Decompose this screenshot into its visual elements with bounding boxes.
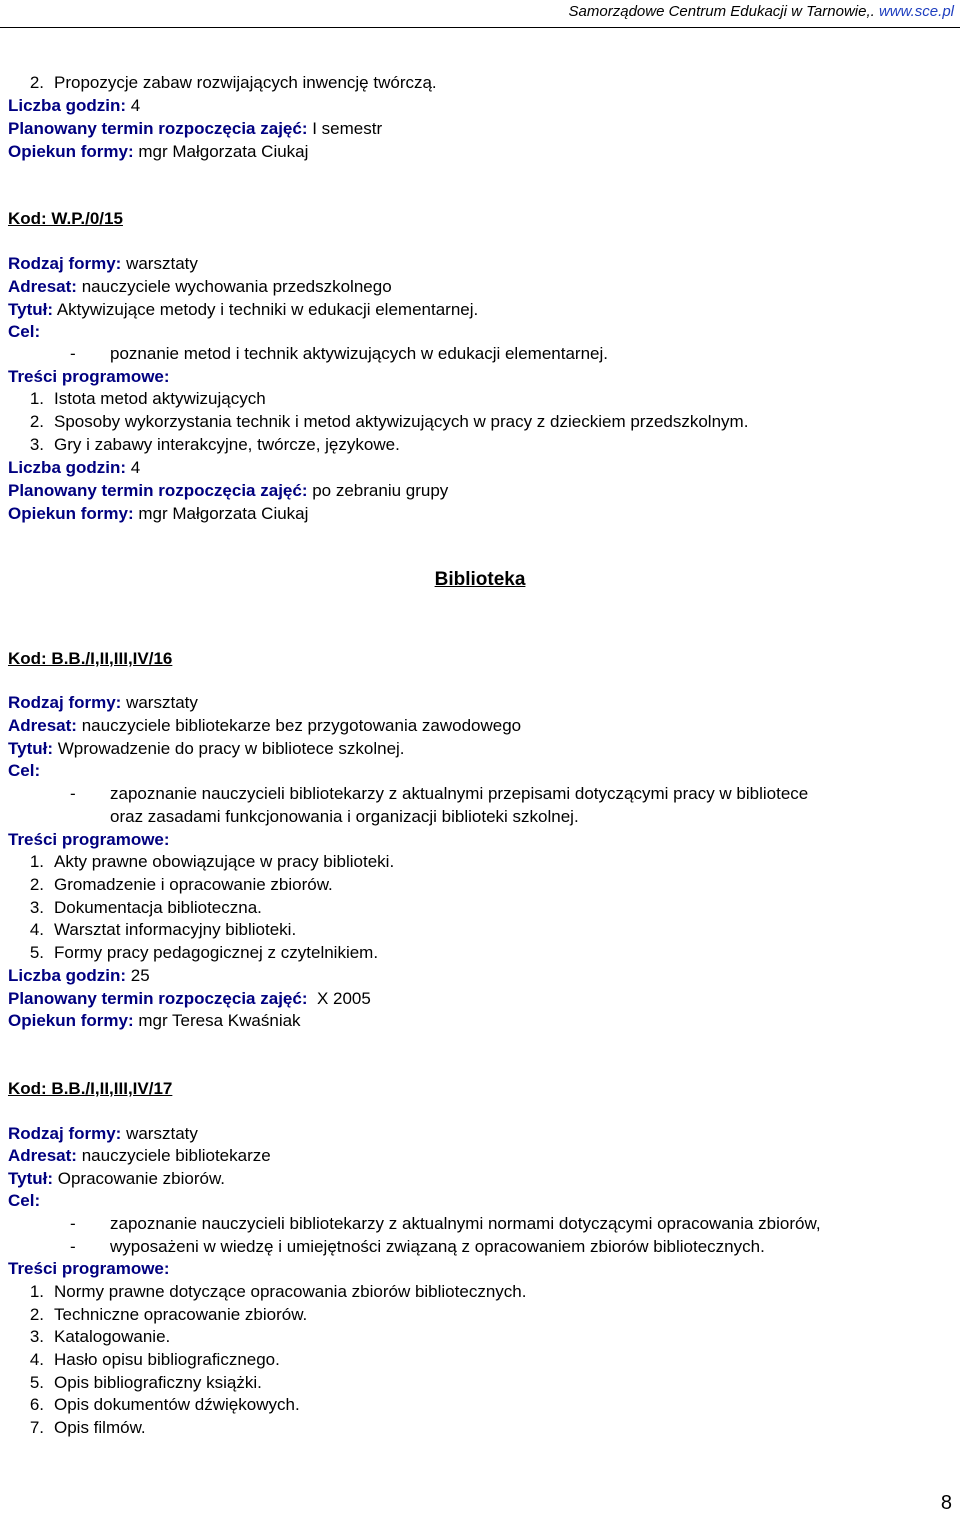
- title-row: Tytuł: Wprowadzenie do pracy w bibliotece szkolnej.: [8, 739, 405, 758]
- goal-label: Cel:: [8, 761, 41, 780]
- goal-item-continued: oraz zasadami funkcjonowania i organizacji biblioteki szkolnej.: [110, 807, 579, 826]
- goal-item: - poznanie metod i technik aktywizujących w edukacji elementarnej.: [70, 344, 608, 363]
- list-item: 1. Normy prawne dotyczące opracowania zbiorów bibliotecznych.: [29, 1282, 527, 1301]
- tutor-row: Opiekun formy: mgr Małgorzata Ciukaj: [8, 504, 309, 523]
- list-item: 2. Propozycje zabaw rozwijających inwencję twórczą.: [29, 73, 437, 92]
- title-row: Tytuł: Aktywizujące metody i techniki w edukacji elementarnej.: [8, 300, 479, 319]
- hours-row: Liczba godzin: 4: [8, 96, 141, 115]
- list-item: 7. Opis filmów.: [29, 1418, 146, 1437]
- addressee-row: Adresat: nauczyciele bibliotekarze bez przygotowania zawodowego: [8, 716, 522, 735]
- list-item: 2. Sposoby wykorzystania technik i metod aktywizujących w pracy z dzieckiem przedszkolnym.: [29, 412, 749, 431]
- list-item: 2. Gromadzenie i opracowanie zbiorów.: [29, 875, 333, 894]
- header-org: Samorządowe Centrum Edukacji w Tarnowie,.: [568, 3, 875, 20]
- addressee-row: Adresat: nauczyciele wychowania przedszkolnego: [8, 277, 392, 296]
- list-item: 2. Techniczne opracowanie zbiorów.: [29, 1305, 308, 1324]
- header-rule: [0, 27, 960, 28]
- list-item: 3. Dokumentacja biblioteczna.: [29, 898, 262, 917]
- goal-label: Cel:: [8, 322, 41, 341]
- form-row: Rodzaj formy: warsztaty: [8, 693, 198, 712]
- goal-item: - zapoznanie nauczycieli bibliotekarzy z aktualnymi przepisami dotyczącymi pracy w bibliotece: [70, 784, 809, 803]
- content-label: Treści programowe:: [8, 1259, 170, 1278]
- start-row: Planowany termin rozpoczęcia zajęć: X 2005: [8, 989, 371, 1008]
- course-code: Kod: B.B./I,II,III,IV/16: [8, 649, 173, 668]
- content-label: Treści programowe:: [8, 830, 170, 849]
- addressee-row: Adresat: nauczyciele bibliotekarze: [8, 1146, 271, 1165]
- goal-label: Cel:: [8, 1191, 41, 1210]
- course-code: Kod: W.P./0/15: [8, 209, 123, 228]
- tutor-row: Opiekun formy: mgr Małgorzata Ciukaj: [8, 142, 309, 161]
- list-item: 5. Opis bibliograficzny książki.: [29, 1373, 262, 1392]
- tutor-row: Opiekun formy: mgr Teresa Kwaśniak: [8, 1011, 301, 1030]
- title-row: Tytuł: Opracowanie zbiorów.: [8, 1169, 226, 1188]
- page-number: 8: [940, 1492, 952, 1514]
- section-title: Biblioteka: [434, 569, 526, 590]
- list-item: 4. Warsztat informacyjny biblioteki.: [29, 920, 297, 939]
- list-item: 5. Formy pracy pedagogicznej z czytelnikiem.: [29, 943, 379, 962]
- header-url[interactable]: www.sce.pl: [878, 3, 954, 20]
- goal-item: - zapoznanie nauczycieli bibliotekarzy z aktualnymi normami dotyczącymi opracowania zbiorów,: [70, 1214, 821, 1233]
- hours-row: Liczba godzin: 25: [8, 966, 150, 985]
- page-header: [569, 3, 954, 20]
- form-row: Rodzaj formy: warsztaty: [8, 1124, 198, 1143]
- hours-row: Liczba godzin: 4: [8, 458, 141, 477]
- start-row: Planowany termin rozpoczęcia zajęć: po zebraniu grupy: [8, 481, 449, 500]
- start-row: Planowany termin rozpoczęcia zajęć: I semestr: [8, 119, 383, 138]
- list-item: 6. Opis dokumentów dźwiękowych.: [29, 1395, 300, 1414]
- form-row: Rodzaj formy: warsztaty: [8, 254, 198, 273]
- course-code: Kod: B.B./I,II,III,IV/17: [8, 1079, 173, 1098]
- list-item: 3. Katalogowanie.: [29, 1327, 171, 1346]
- list-item: 3. Gry i zabawy interakcyjne, twórcze, językowe.: [29, 435, 400, 454]
- list-item: 1. Istota metod aktywizujących: [29, 389, 266, 408]
- goal-item: - wyposażeni w wiedzę i umiejętności związaną z opracowaniem zbiorów bibliotecznych.: [70, 1237, 765, 1256]
- list-item: 4. Hasło opisu bibliograficznego.: [29, 1350, 280, 1369]
- content-label: Treści programowe:: [8, 367, 170, 386]
- list-item: 1. Akty prawne obowiązujące w pracy biblioteki.: [29, 852, 395, 871]
